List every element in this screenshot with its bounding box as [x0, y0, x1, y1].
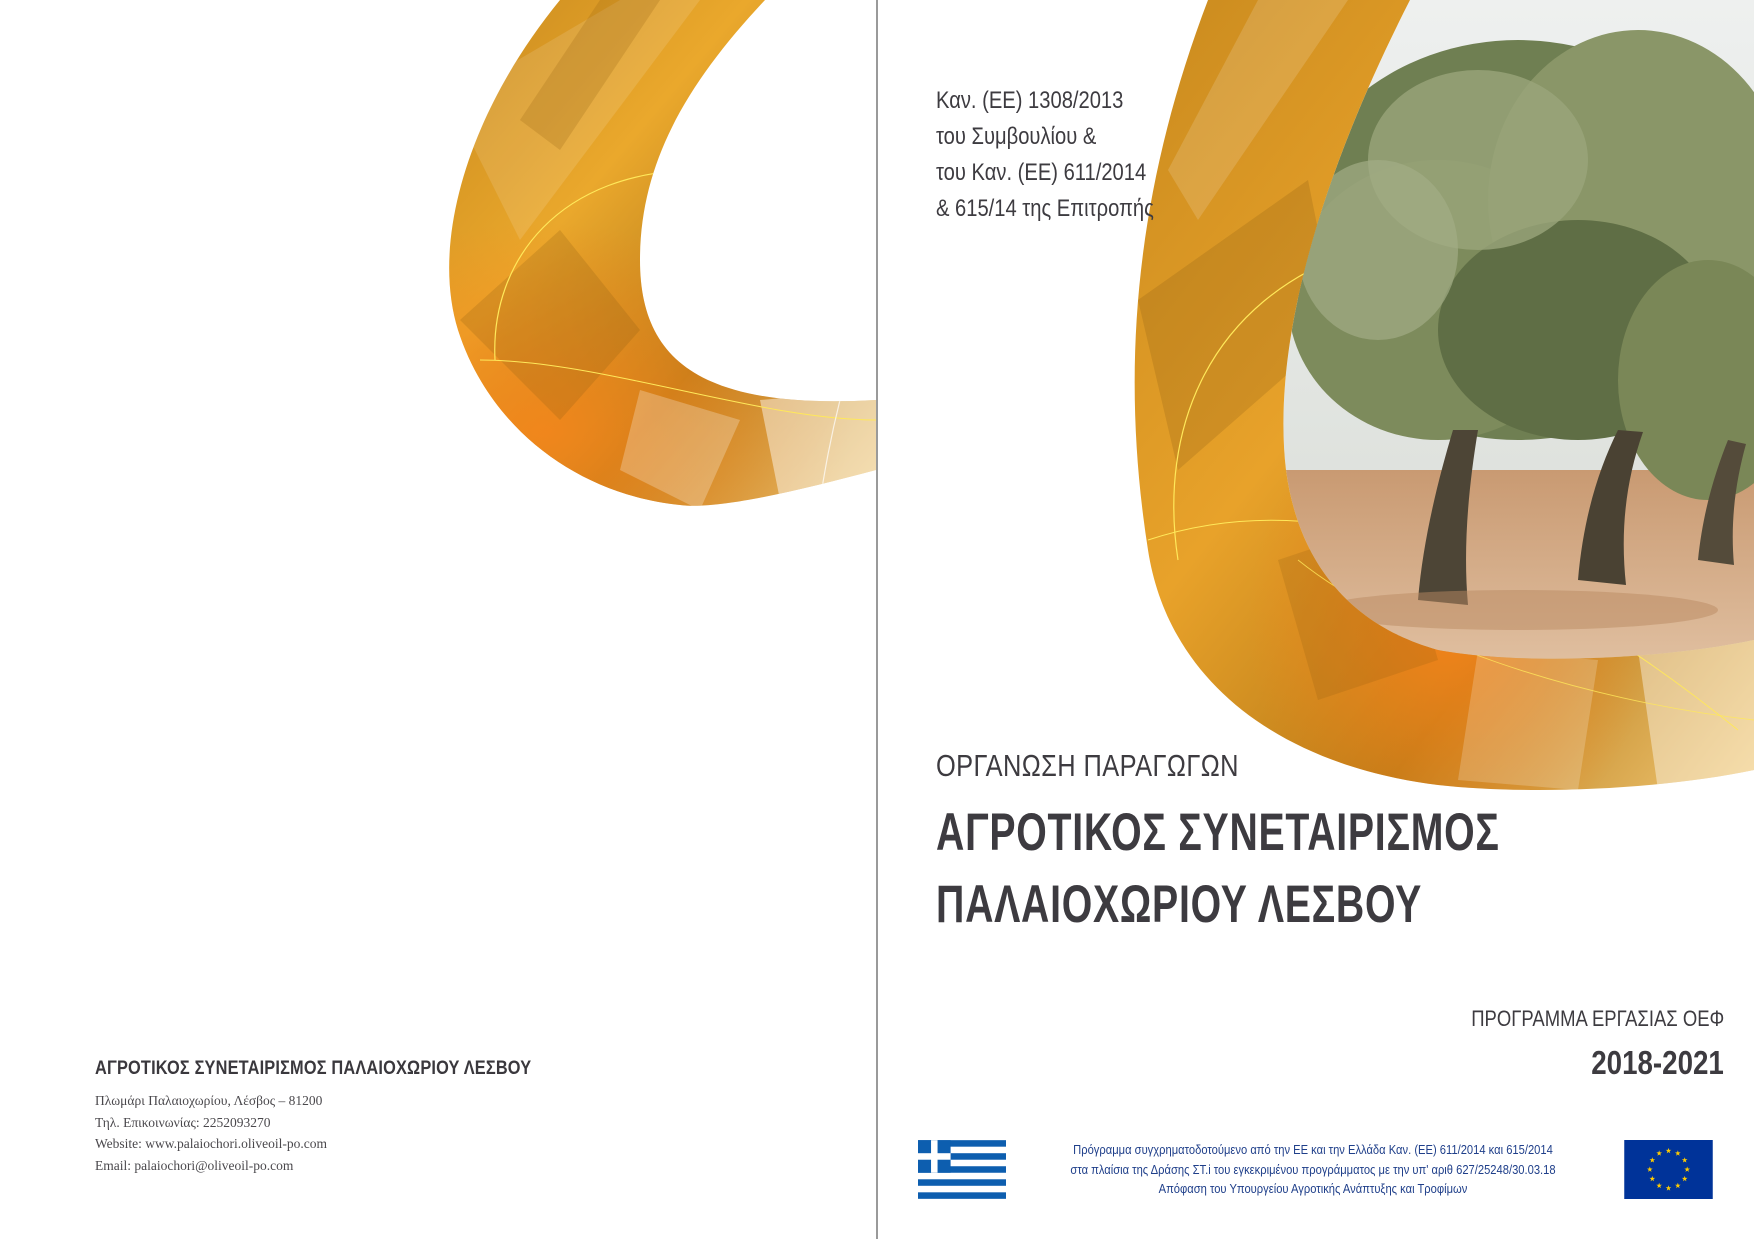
regulation-line-3: του Καν. (ΕΕ) 611/2014 [936, 159, 1147, 186]
org-type-heading: ΟΡΓΑΝΩΣΗ ΠΑΡΑΓΩΓΩΝ [936, 748, 1239, 783]
greek-flag-icon [918, 1140, 1006, 1199]
regulation-line-1: Καν. (ΕΕ) 1308/2013 [936, 87, 1124, 114]
program-label: ΠΡΟΓΡΑΜΜΑ ΕΡΓΑΣΙΑΣ ΟΕΦ [1470, 1006, 1724, 1031]
program-years: 2018-2021 [1591, 1044, 1724, 1081]
eu-flag-icon [1624, 1140, 1713, 1199]
funding-line-2: στα πλαίσια της Δράσης ΣΤ.i του εγκεκριμένου προγράμματος με την υπ' αριθ 627/25248/30.03.18 [1070, 1161, 1556, 1177]
back-address: Πλωμάρι Παλαιοχωρίου, Λέσβος – 81200 [95, 1093, 323, 1108]
regulation-text-block [936, 83, 1195, 227]
org-name-line-1: ΑΓΡΟΤΙΚΟΣ ΣΥΝΕΤΑΙΡΙΣΜΟΣ [936, 803, 1500, 862]
funding-notice [1028, 1140, 1598, 1199]
gold-ribbon-graphic [0, 0, 876, 1239]
front-cover-page [878, 0, 1754, 1239]
funding-line-1: Πρόγραμμα συγχρηματοδοτούμενο από την ΕΕ και την Ελλάδα Καν. (ΕΕ) 611/2014 και 615/2014 [1073, 1142, 1553, 1157]
back-contact-block [95, 1058, 795, 1176]
back-cover-page [0, 0, 876, 1239]
back-website[interactable]: Website: www.palaiochori.oliveoil-po.com [95, 1136, 327, 1151]
back-phone: Τηλ. Επικοινωνίας: 2252093270 [95, 1114, 271, 1130]
org-name-line-2: ΠΑΛΑΙΟΧΩΡΙΟΥ ΛΕΣΒΟΥ [936, 875, 1423, 934]
regulation-line-4: & 615/14 της Επιτροπής [936, 195, 1154, 222]
back-org-title: ΑΓΡΟΤΙΚΟΣ ΣΥΝΕΤΑΙΡΙΣΜΟΣ ΠΑΛΑΙΟΧΩΡΙΟΥ ΛΕΣΒΟΥ [95, 1058, 532, 1079]
regulation-line-2: του Συμβουλίου & [936, 123, 1097, 150]
funding-line-3: Απόφαση του Υπουργείου Αγροτικής Ανάπτυξης και Τροφίμων [1158, 1181, 1468, 1196]
back-email[interactable]: Email: palaiochori@oliveoil-po.com [95, 1157, 294, 1173]
